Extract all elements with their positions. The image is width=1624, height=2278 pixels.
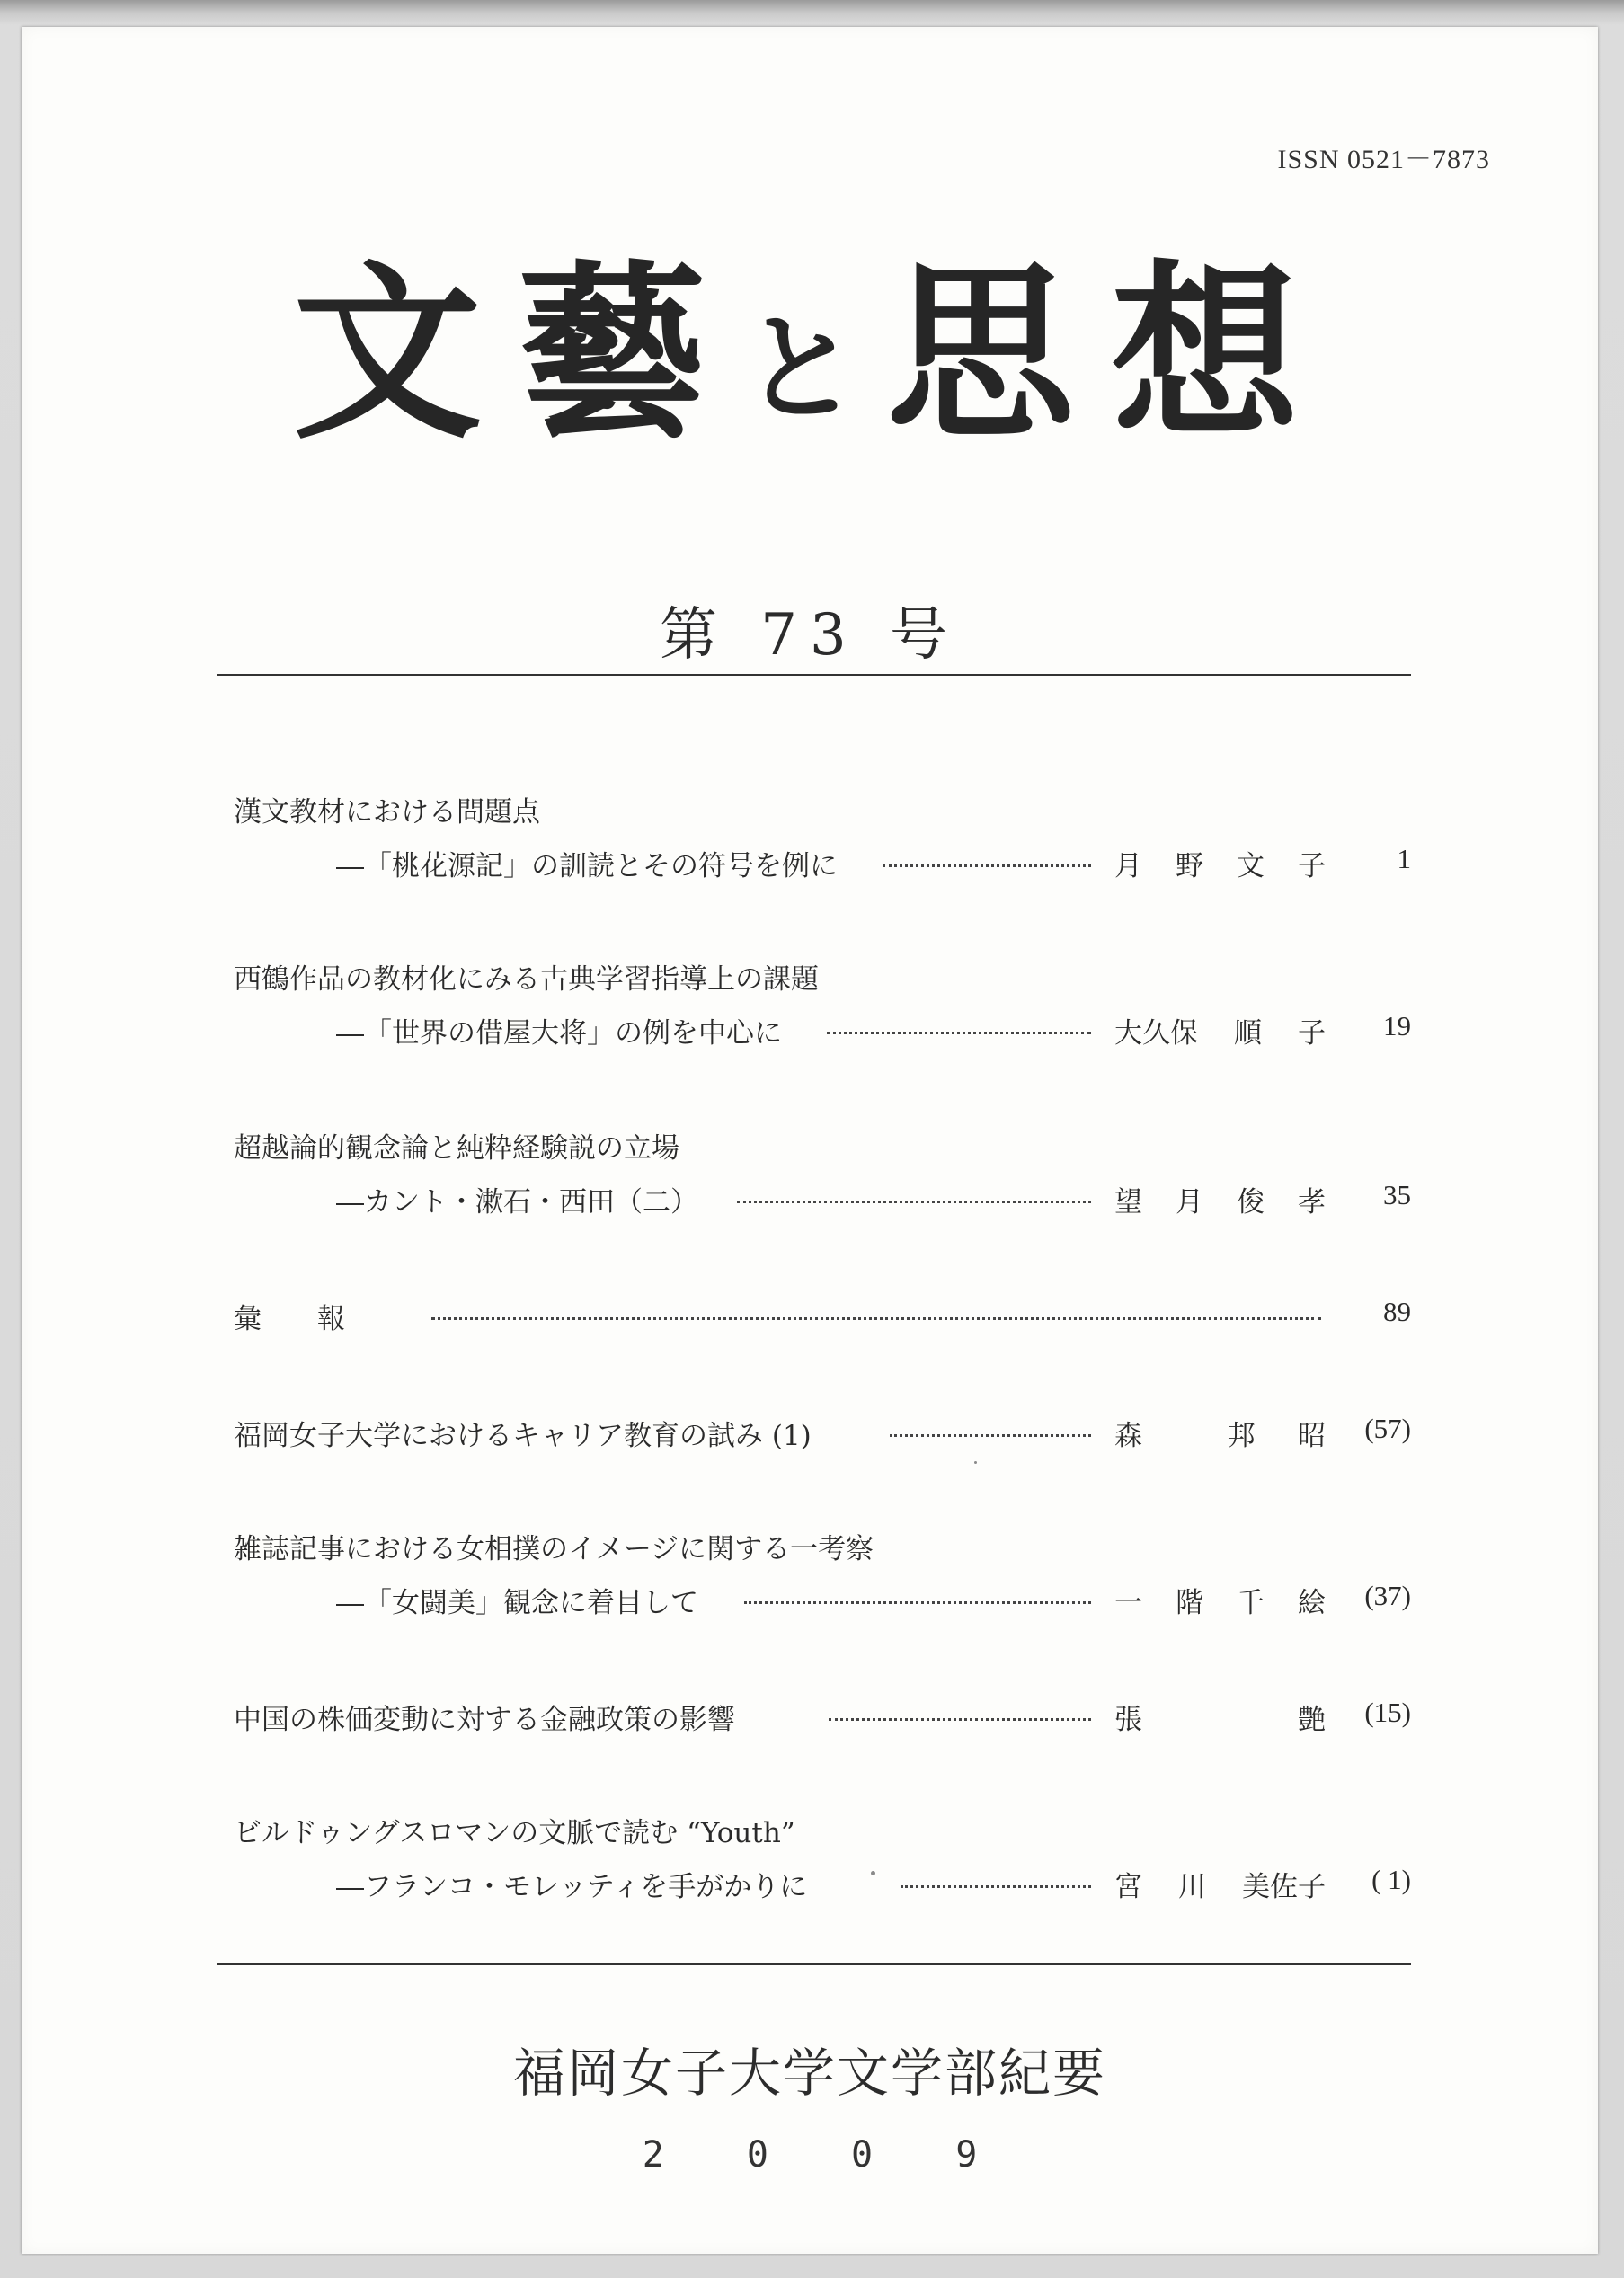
- toc-entry-page: (15): [1364, 1697, 1411, 1728]
- publication-year: 2 0 0 9: [642, 2134, 1008, 2176]
- dot-leader: [744, 1580, 1091, 1619]
- toc-entry-title: 福岡女子大学におけるキャリア教育の試み (1): [234, 1420, 812, 1452]
- title-char: と: [741, 300, 886, 437]
- toc-entry-page: 35: [1383, 1179, 1411, 1210]
- toc-entry-page: (37): [1364, 1580, 1411, 1611]
- publisher-name: 福岡女子大学文学部紀要: [512, 2043, 1106, 2104]
- toc-entry-subtitle: ―カント・漱石・西田（二）: [336, 1186, 698, 1219]
- top-divider: [217, 674, 1411, 676]
- dot-leader: [890, 1413, 1091, 1452]
- dot-leader: [829, 1697, 1091, 1736]
- title-char: 藝: [517, 244, 742, 465]
- toc-entry-title: ビルドゥングスロマンの文脈で読む “Youth”: [234, 1817, 795, 1849]
- toc-entry-author: 張 艶: [1114, 1704, 1326, 1736]
- toc-entry-subtitle: ―「桃花源記」の訓読とその符号を例に: [336, 850, 838, 882]
- dot-leader: [901, 1864, 1091, 1903]
- toc-entry-page: (57): [1364, 1413, 1411, 1444]
- toc-entry-page: 1: [1397, 843, 1411, 874]
- toc-entry-author: 一 階 千 絵: [1114, 1587, 1326, 1619]
- bottom-divider: [217, 1963, 1411, 1965]
- journal-cover: [22, 27, 1598, 2254]
- title-char: 文: [292, 244, 518, 465]
- dot-leader: [827, 1010, 1091, 1050]
- toc-entry-title: 西鶴作品の教材化にみる古典学習指導上の課題: [234, 963, 819, 996]
- toc-entry-page: 19: [1383, 1010, 1411, 1041]
- toc-entry-title: 漢文教材における問題点: [234, 796, 540, 829]
- journal-title: [22, 244, 1598, 465]
- toc-entry-title: 中国の株価変動に対する金融政策の影響: [234, 1704, 735, 1736]
- dot-leader: [883, 843, 1091, 882]
- dust-speck: [871, 1871, 875, 1875]
- toc-entry-subtitle: ―「世界の借屋大将」の例を中心に: [336, 1017, 782, 1050]
- title-char: 想: [1111, 244, 1336, 465]
- toc-entry-author: 宮 川 美佐子: [1114, 1871, 1326, 1903]
- dot-leader: [737, 1179, 1091, 1219]
- toc-entry-title: 雑誌記事における女相撲のイメージに関する一考察: [234, 1533, 874, 1565]
- toc-entry-author: 望 月 俊 孝: [1114, 1186, 1326, 1219]
- title-char: 思: [886, 244, 1112, 465]
- toc-entry-author: 森 邦 昭: [1114, 1420, 1326, 1452]
- toc-entry-page: ( 1): [1371, 1864, 1411, 1895]
- dot-leader: [431, 1296, 1321, 1335]
- toc-entry-subtitle: ―フランコ・モレッティを手がかりに: [336, 1871, 808, 1903]
- toc-entry-author: 大久保 順 子: [1114, 1017, 1326, 1050]
- toc-entry-subtitle: ―「女闘美」観念に着目して: [336, 1587, 698, 1619]
- toc-entry-author: 月 野 文 子: [1114, 850, 1326, 882]
- toc-entry-title: 超越論的観念論と純粋経験説の立場: [234, 1132, 679, 1165]
- issn-label: ISSN 0521－7873: [1277, 145, 1490, 174]
- issue-number: 第 73 号: [659, 602, 961, 669]
- toc-entry-title: 彙 報: [234, 1303, 345, 1335]
- toc-entry-page: 89: [1383, 1296, 1411, 1327]
- dust-speck: [974, 1461, 977, 1464]
